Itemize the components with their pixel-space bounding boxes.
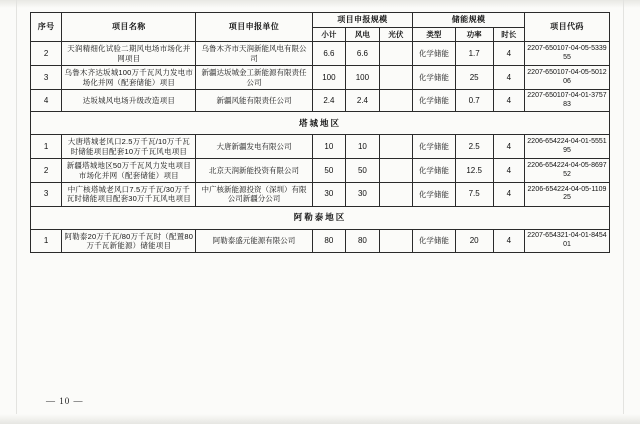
cell-project-name: 新疆塔城地区50万千瓦风力发电项目市场化并网（配套储能）项目 [62,159,196,183]
header-storage-power: 功率 [455,28,493,42]
header-scale-wind: 风电 [346,28,380,42]
cell-scale-solar [379,229,413,253]
cell-scale-total: 80 [312,229,346,253]
header-seq: 序号 [31,13,62,42]
cell-storage-duration: 4 [493,182,524,206]
cell-scale-total: 50 [312,159,346,183]
page-margin-line-right [623,0,624,424]
table-body [31,42,610,253]
cell-storage-type: 化学储能 [413,135,455,159]
table-header-row-top [31,13,610,28]
table-header [31,13,610,42]
cell-project-code: 2207-654321-04-01-845401 [524,229,609,253]
table-row [31,159,610,183]
header-project-name: 项目名称 [62,13,196,42]
projects-table [30,12,610,253]
header-scale-group: 项目申报规模 [312,13,413,28]
scan-edge-top [0,0,640,8]
cell-scale-total: 2.4 [312,89,346,112]
region-label: 阿勒泰地区 [31,206,610,229]
cell-project-name: 阿勒泰20万千瓦/80万千瓦时（配置80万千瓦新能源）储能项目 [62,229,196,253]
cell-storage-type: 化学储能 [413,89,455,112]
table-row [31,135,610,159]
page-content [30,12,610,412]
cell-scale-solar [379,89,413,112]
cell-scale-wind: 100 [346,66,380,90]
cell-scale-total: 30 [312,182,346,206]
cell-project-code: 2207-650107-04-05-533955 [524,42,609,66]
cell-project-code: 2207-650107-04-05-501206 [524,66,609,90]
header-scale-total: 小计 [312,28,346,42]
cell-scale-wind: 50 [346,159,380,183]
header-declaring-unit: 项目申报单位 [196,13,312,42]
cell-storage-duration: 4 [493,42,524,66]
cell-declaring-unit: 中广核新能源投资（深圳）有限公司新疆分公司 [196,182,312,206]
header-storage-type: 类型 [413,28,455,42]
cell-storage-power: 2.5 [455,135,493,159]
cell-seq: 1 [31,135,62,159]
cell-declaring-unit: 新疆达坂城金工新能源有限责任公司 [196,66,312,90]
page-margin-line-left [16,0,17,424]
cell-scale-total: 100 [312,66,346,90]
cell-storage-power: 20 [455,229,493,253]
cell-declaring-unit: 乌鲁木齐市天润新能风电有限公司 [196,42,312,66]
cell-storage-power: 1.7 [455,42,493,66]
cell-scale-total: 6.6 [312,42,346,66]
cell-declaring-unit: 阿勒泰盛元能源有限公司 [196,229,312,253]
cell-storage-power: 12.5 [455,159,493,183]
cell-project-name: 乌鲁木齐达坂城100万千瓦风力发电市场化并网（配套储能）项目 [62,66,196,90]
table-region-row [31,206,610,229]
table-row [31,182,610,206]
cell-seq: 3 [31,182,62,206]
cell-scale-solar [379,42,413,66]
cell-seq: 3 [31,66,62,90]
cell-storage-power: 0.7 [455,89,493,112]
scan-edge-bottom [0,414,640,424]
cell-scale-wind: 6.6 [346,42,380,66]
cell-storage-type: 化学储能 [413,229,455,253]
cell-scale-solar [379,159,413,183]
cell-scale-solar [379,182,413,206]
cell-storage-type: 化学储能 [413,159,455,183]
cell-project-code: 2206-654224-04-05-110925 [524,182,609,206]
cell-storage-type: 化学储能 [413,42,455,66]
cell-project-code: 2207-650107-04-01-375783 [524,89,609,112]
cell-seq: 2 [31,42,62,66]
cell-seq: 4 [31,89,62,112]
table-row [31,229,610,253]
cell-scale-solar [379,135,413,159]
cell-storage-power: 25 [455,66,493,90]
cell-scale-wind: 10 [346,135,380,159]
cell-scale-wind: 30 [346,182,380,206]
cell-storage-duration: 4 [493,89,524,112]
cell-storage-duration: 4 [493,135,524,159]
cell-project-name: 达坂城风电场升级改造项目 [62,89,196,112]
cell-project-code: 2206-654224-04-01-555195 [524,135,609,159]
cell-storage-type: 化学储能 [413,182,455,206]
cell-storage-duration: 4 [493,66,524,90]
region-label: 塔城地区 [31,112,610,135]
cell-project-name: 大唐塔城老风口2.5万千瓦/10万千瓦时储能项目配套10万千瓦风电项目 [62,135,196,159]
cell-seq: 1 [31,229,62,253]
cell-scale-total: 10 [312,135,346,159]
header-scale-solar: 光伏 [379,28,413,42]
cell-declaring-unit: 大唐新疆发电有限公司 [196,135,312,159]
page-number: — 10 — [46,396,84,406]
cell-declaring-unit: 新疆风能有限责任公司 [196,89,312,112]
table-row [31,89,610,112]
cell-project-code: 2206-654224-04-05-869752 [524,159,609,183]
cell-scale-wind: 80 [346,229,380,253]
cell-scale-solar [379,66,413,90]
cell-storage-type: 化学储能 [413,66,455,90]
table-region-row [31,112,610,135]
cell-declaring-unit: 北京天润新能投资有限公司 [196,159,312,183]
cell-project-name: 中广核塔城老风口7.5万千瓦/30万千瓦时储能项目配套30万千瓦风电项目 [62,182,196,206]
header-storage-duration: 时长 [493,28,524,42]
table-row [31,42,610,66]
cell-storage-power: 7.5 [455,182,493,206]
table-row [31,66,610,90]
cell-scale-wind: 2.4 [346,89,380,112]
header-storage-group: 储能规模 [413,13,525,28]
cell-seq: 2 [31,159,62,183]
cell-project-name: 天润精细化试验二期风电场市场化并网项目 [62,42,196,66]
cell-storage-duration: 4 [493,159,524,183]
header-project-code: 项目代码 [524,13,609,42]
cell-storage-duration: 4 [493,229,524,253]
